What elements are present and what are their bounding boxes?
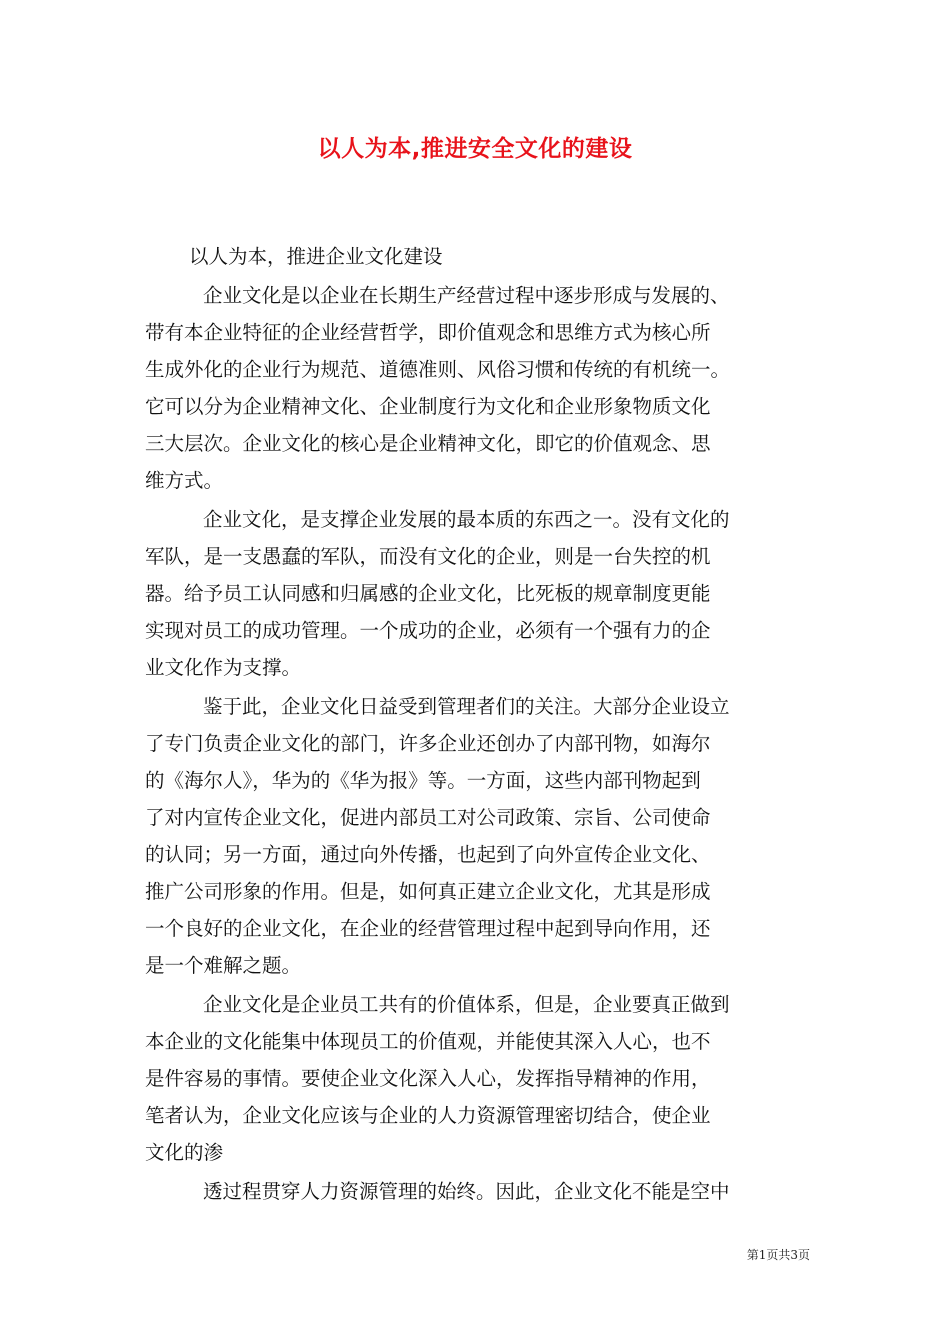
paragraph-line: 了专门负责企业文化的部门，许多企业还创办了内部刊物，如海尔 <box>145 732 711 755</box>
paragraph-line: 业文化作为支撑。 <box>145 656 302 679</box>
paragraph-line: 推广公司形象的作用。但是，如何真正建立企业文化，尤其是形成 <box>145 880 711 903</box>
paragraph-4 <box>145 984 810 1171</box>
paragraph-line: 企业文化是以企业在长期生产经营过程中逐步形成与发展的、 <box>203 284 730 307</box>
paragraph-line: 带有本企业特征的企业经营哲学，即价值观念和思维方式为核心所 <box>145 321 711 344</box>
paragraph-5 <box>145 1171 810 1210</box>
document-subtitle: 以人为本，推进企业文化建设 <box>189 245 443 268</box>
paragraph-line: 的认同；另一方面，通过向外传播，也起到了向外宣传企业文化、 <box>145 843 711 866</box>
paragraph-line: 生成外化的企业行为规范、道德准则、风俗习惯和传统的有机统一。 <box>145 358 731 381</box>
document-body <box>145 238 810 1210</box>
paragraph-line: 的《海尔人》，华为的《华为报》等。一方面，这些内部刊物起到 <box>145 769 701 792</box>
paragraph-line: 它可以分为企业精神文化、企业制度行为文化和企业形象物质文化 <box>145 395 711 418</box>
paragraph-line: 一个良好的企业文化，在企业的经营管理过程中起到导向作用，还 <box>145 917 711 940</box>
paragraph-line: 本企业的文化能集中体现员工的价值观，并能使其深入人心，也不 <box>145 1030 711 1053</box>
paragraph-line: 三大层次。企业文化的核心是企业精神文化，即它的价值观念、思 <box>145 432 711 455</box>
document-title: 以人为本,推进安全文化的建设 <box>317 136 633 162</box>
paragraph-1 <box>145 275 810 499</box>
paragraph-3 <box>145 686 810 984</box>
paragraph-line: 企业文化，是支撑企业发展的最本质的东西之一。没有文化的 <box>203 508 730 531</box>
paragraph-line: 了对内宣传企业文化，促进内部员工对公司政策、宗旨、公司使命 <box>145 806 711 829</box>
paragraph-line: 鉴于此，企业文化日益受到管理者们的关注。大部分企业设立 <box>203 695 730 718</box>
paragraph-line: 军队，是一支愚蠢的军队，而没有文化的企业，则是一台失控的机 <box>145 545 711 568</box>
paragraph-line: 文化的渗 <box>145 1141 224 1164</box>
paragraph-line: 器。给予员工认同感和归属感的企业文化，比死板的规章制度更能 <box>145 582 711 605</box>
paragraph-line: 是一个难解之题。 <box>145 954 302 977</box>
paragraph-line: 透过程贯穿人力资源管理的始终。因此，企业文化不能是空中 <box>203 1180 730 1203</box>
paragraph-line: 维方式。 <box>145 469 224 492</box>
page-indicator: 第1页共3页 <box>746 1248 810 1262</box>
paragraph-line: 实现对员工的成功管理。一个成功的企业，必须有一个强有力的企 <box>145 619 711 642</box>
paragraph-line: 企业文化是企业员工共有的价值体系，但是，企业要真正做到 <box>203 993 730 1016</box>
paragraph-2 <box>145 499 810 686</box>
paragraph-line: 笔者认为，企业文化应该与企业的人力资源管理密切结合，使企业 <box>145 1104 711 1127</box>
paragraph-line: 是件容易的事情。要使企业文化深入人心，发挥指导精神的作用， <box>145 1067 711 1090</box>
